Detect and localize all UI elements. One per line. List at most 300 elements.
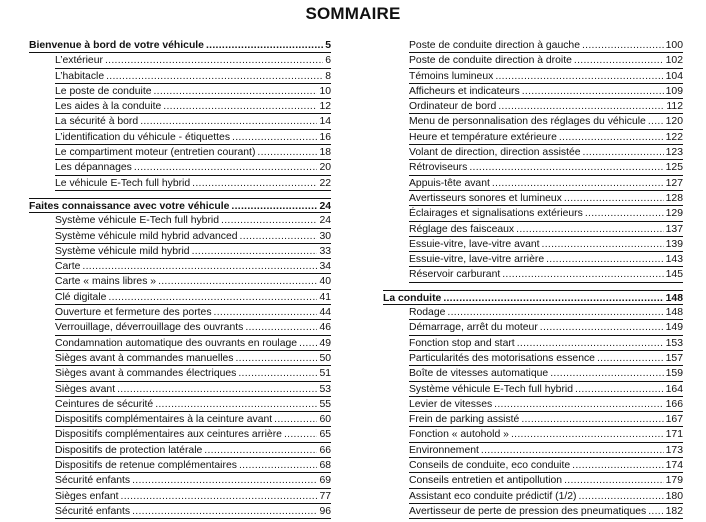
toc-entry-label: Dispositifs de retenue complémentaires (55, 460, 237, 472)
toc-entry[interactable] (29, 160, 331, 175)
toc-entry-label: Sécurité enfants (55, 475, 131, 487)
toc-entry[interactable] (29, 244, 331, 259)
toc-entry-rule (409, 145, 683, 160)
dot-leader (546, 252, 664, 267)
toc-page-number: 34 (319, 261, 331, 273)
toc-entry-rule (55, 176, 331, 191)
section-spacer (383, 283, 683, 290)
toc-page-number: 33 (319, 245, 331, 257)
toc-entry-rule (409, 504, 683, 519)
toc-page-number: 174 (665, 460, 683, 472)
toc-entry-rule (409, 222, 683, 237)
dot-leader (521, 412, 663, 427)
toc-entry-rule (409, 176, 683, 191)
toc-entry[interactable] (29, 305, 331, 320)
toc-entry-rule (55, 504, 331, 519)
toc-entry-label: Éclairages et signalisations extérieurs (409, 208, 583, 220)
dot-leader (522, 84, 664, 99)
toc-entry-label: Menu de personnalisation des réglages du véhicule (409, 116, 646, 128)
dot-leader (238, 366, 317, 381)
toc-page-number: 51 (319, 368, 331, 380)
toc-entry[interactable] (383, 397, 683, 412)
toc-page-number: 5 (325, 40, 331, 51)
dot-leader (235, 351, 317, 366)
toc-section-heading[interactable] (29, 198, 331, 213)
dot-leader (559, 130, 664, 145)
toc-entry-label: Essuie-vitre, lave-vitre avant (409, 238, 540, 250)
dot-leader (245, 320, 317, 335)
toc-entry-label: Le compartiment moteur (entretien courant) (55, 147, 256, 159)
toc-entry-label: Rétroviseurs (409, 162, 468, 174)
dot-leader (579, 489, 664, 504)
toc-page-number: 149 (665, 322, 683, 334)
toc-entry-label: Système véhicule E-Tech full hybrid (409, 383, 574, 395)
toc-entry-rule (383, 290, 683, 305)
toc-page-number: 18 (319, 147, 331, 159)
toc-page-number: 30 (319, 230, 331, 242)
dot-leader (231, 199, 317, 214)
toc-entry[interactable] (383, 267, 683, 282)
toc-entry[interactable] (383, 191, 683, 206)
dot-leader (495, 69, 663, 84)
dot-leader (117, 382, 317, 397)
toc-entry-label: Ceintures de sécurité (55, 398, 154, 410)
toc-entry[interactable] (383, 145, 683, 160)
toc-entry-label: Verrouillage, déverrouillage des ouvrants (55, 322, 244, 334)
dot-leader (540, 320, 664, 335)
toc-entry-rule (55, 99, 331, 114)
toc-page-number: 182 (665, 505, 683, 517)
toc-entry[interactable] (383, 53, 683, 68)
toc-entry[interactable] (29, 99, 331, 114)
dot-leader (498, 99, 664, 114)
toc-entry[interactable] (29, 130, 331, 145)
dot-leader (481, 443, 664, 458)
toc-page-number: 50 (319, 352, 331, 364)
toc-entry[interactable] (383, 443, 683, 458)
toc-entry-label: La conduite (383, 292, 442, 304)
dot-leader (502, 267, 663, 282)
toc-entry[interactable] (29, 336, 331, 351)
toc-page-number: 125 (665, 162, 683, 174)
toc-entry[interactable] (383, 160, 683, 175)
toc-entry-label: Bienvenue à bord de votre véhicule (29, 40, 204, 51)
toc-entry-rule (409, 443, 683, 458)
toc-page-number: 120 (665, 116, 683, 128)
toc-entry-rule (55, 458, 331, 473)
toc-entry[interactable] (29, 504, 331, 519)
toc-entry-label: Poste de conduite direction à gauche (409, 40, 580, 51)
dot-leader (132, 504, 317, 519)
toc-entry-rule (55, 145, 331, 160)
toc-entry[interactable] (383, 176, 683, 191)
dot-leader (121, 489, 318, 504)
toc-page-number: 148 (665, 307, 683, 319)
dot-leader (443, 291, 663, 306)
dot-leader (82, 259, 317, 274)
toc-entry[interactable] (29, 427, 331, 442)
toc-entry-rule (55, 320, 331, 335)
toc-entry-label: Le poste de conduite (55, 85, 152, 97)
toc-entry[interactable] (383, 504, 683, 519)
dot-leader (447, 305, 663, 320)
toc-page-number: 148 (665, 292, 683, 304)
toc-entry-rule (55, 274, 331, 289)
toc-entry-label: L’extérieur (55, 55, 103, 67)
toc-entry[interactable] (29, 176, 331, 191)
dot-leader (585, 206, 664, 221)
dot-leader (648, 504, 663, 519)
toc-entry-rule (409, 489, 683, 504)
toc-entry-label: Afficheurs et indicateurs (409, 85, 520, 97)
dot-leader (469, 160, 663, 175)
toc-page-number: 16 (319, 131, 331, 143)
toc-entry[interactable] (383, 69, 683, 84)
toc-entry-rule (409, 366, 683, 381)
toc-page-number: 153 (665, 337, 683, 349)
toc-page-number: 6 (325, 55, 331, 67)
toc-entry-rule (409, 53, 683, 68)
toc-entry-rule (55, 84, 331, 99)
toc-entry[interactable] (29, 145, 331, 160)
toc-page-number: 24 (319, 215, 331, 227)
toc-entry-rule (409, 320, 683, 335)
toc-entry-rule (409, 336, 683, 351)
toc-page-number: 159 (665, 368, 683, 380)
toc-entry-label: Dispositifs de protection latérale (55, 444, 203, 456)
toc-entry[interactable] (29, 213, 331, 228)
toc-entry-label: Conseils entretien et antipollution (409, 475, 563, 487)
toc-entry-label: Avertisseur de perte de pression des pneumatiques (409, 505, 647, 517)
toc-entry[interactable] (29, 489, 331, 504)
toc-entry-label: Faites connaissance avec votre véhicule (29, 200, 230, 212)
toc-entry[interactable] (29, 473, 331, 488)
toc-entry-rule (55, 382, 331, 397)
toc-page-number: 55 (319, 398, 331, 410)
toc-entry-label: Conseils de conduite, eco conduite (409, 460, 571, 472)
toc-entry-rule (409, 382, 683, 397)
toc-page-number: 69 (319, 475, 331, 487)
toc-entry-label: Condamnation automatique des ouvrants en roulage (55, 337, 298, 349)
toc-page-number: 44 (319, 307, 331, 319)
dot-leader (550, 366, 663, 381)
toc-page-number: 112 (666, 101, 683, 113)
toc-entry-label: Carte « mains libres » (55, 276, 157, 288)
toc-entry-rule (409, 69, 683, 84)
dot-leader (163, 99, 317, 114)
page-title: SOMMAIRE (305, 4, 401, 23)
dot-leader (564, 473, 664, 488)
toc-left-column (29, 38, 331, 519)
toc-page-number: 180 (665, 490, 683, 502)
toc-entry-label: Démarrage, arrêt du moteur (409, 322, 538, 334)
toc-page-number: 137 (665, 223, 683, 235)
toc-entry-label: Témoins lumineux (409, 70, 494, 82)
toc-entry-label: Les aides à la conduite (55, 101, 162, 113)
toc-entry[interactable] (383, 237, 683, 252)
toc-page-number: 166 (665, 398, 683, 410)
toc-entry[interactable] (29, 412, 331, 427)
toc-entry-rule (409, 267, 683, 282)
toc-entry-rule (409, 427, 683, 442)
toc-entry[interactable] (383, 412, 683, 427)
toc-entry-rule (55, 244, 331, 259)
toc-page-number: 129 (665, 208, 683, 220)
toc-entry[interactable] (29, 443, 331, 458)
toc-page-number: 123 (665, 147, 683, 159)
dot-leader (517, 336, 664, 351)
toc-entry-label: Levier de vitesses (409, 398, 493, 410)
toc-entry[interactable] (383, 252, 683, 267)
dot-leader (106, 69, 323, 84)
toc-entry[interactable] (383, 84, 683, 99)
toc-entry-rule (409, 191, 683, 206)
toc-entry-rule (409, 397, 683, 412)
toc-entry-label: La sécurité à bord (55, 116, 139, 128)
toc-entry[interactable] (383, 320, 683, 335)
toc-page-number: 167 (665, 414, 683, 426)
toc-entry[interactable] (29, 458, 331, 473)
toc-entry-rule (409, 305, 683, 320)
toc-entry-rule (409, 99, 683, 114)
toc-entry-rule (409, 412, 683, 427)
toc-entry-rule (55, 114, 331, 129)
toc-page-number: 12 (319, 101, 331, 113)
toc-entry-label: Boîte de vitesses automatique (409, 368, 549, 380)
dot-leader (511, 427, 664, 442)
toc-page-number: 10 (319, 85, 331, 97)
dot-leader (572, 458, 663, 473)
toc-entry-rule (55, 259, 331, 274)
toc-section-heading[interactable] (383, 290, 683, 305)
toc-entry-rule (55, 336, 331, 351)
toc-entry-label: Fonction « autohold » (409, 429, 509, 441)
toc-entry[interactable] (383, 336, 683, 351)
toc-entry[interactable] (383, 305, 683, 320)
toc-entry-rule (55, 213, 331, 228)
section-spacer (29, 191, 331, 198)
toc-entry-rule (55, 351, 331, 366)
dot-leader (204, 443, 317, 458)
toc-entry[interactable] (383, 222, 683, 237)
toc-page-number: 100 (665, 40, 683, 51)
toc-entry-label: Heure et température extérieure (409, 131, 557, 143)
toc-page-number: 102 (665, 55, 683, 67)
dot-leader (575, 382, 664, 397)
toc-entry-label: Sièges enfant (55, 490, 119, 502)
dot-leader (155, 397, 317, 412)
toc-page-number: 171 (665, 429, 683, 441)
toc-entry-rule (409, 237, 683, 252)
toc-entry-label: Particularités des motorisations essence (409, 352, 595, 364)
dot-leader (153, 84, 317, 99)
toc-entry-label: Sièges avant (55, 383, 116, 395)
dot-leader (240, 229, 318, 244)
toc-entry-label: Assistant eco conduite prédictif (1/2) (409, 490, 577, 502)
toc-page-number: 41 (319, 291, 331, 303)
toc-entry-rule (409, 458, 683, 473)
toc-entry-label: Les dépannages (55, 162, 132, 174)
toc-entry-label: Le véhicule E-Tech full hybrid (55, 177, 191, 189)
toc-entry-rule (55, 160, 331, 175)
toc-page-number: 109 (665, 85, 683, 97)
toc-entry[interactable] (29, 366, 331, 381)
toc-page-number: 127 (665, 177, 683, 189)
toc-entry[interactable] (29, 274, 331, 289)
toc-entry-label: Carte (55, 261, 81, 273)
toc-page-number: 68 (319, 460, 331, 472)
dot-leader (284, 427, 317, 442)
toc-entry[interactable] (383, 351, 683, 366)
dot-leader (299, 336, 317, 351)
toc-entry-label: L’habitacle (55, 70, 105, 82)
toc-entry-rule (409, 38, 683, 53)
toc-entry-label: Poste de conduite direction à droite (409, 55, 572, 67)
dot-leader (648, 114, 664, 129)
toc-entry-rule (55, 229, 331, 244)
toc-entry[interactable] (29, 351, 331, 366)
toc-entry-label: Fonction stop and start (409, 337, 515, 349)
toc-entry-label: Système véhicule E-Tech full hybrid (55, 215, 220, 227)
toc-entry-label: Volant de direction, direction assistée (409, 147, 581, 159)
toc-entry[interactable] (383, 427, 683, 442)
toc-entry-rule (29, 38, 331, 53)
toc-entry-rule (55, 69, 331, 84)
dot-leader (582, 38, 664, 53)
toc-entry-rule (55, 130, 331, 145)
toc-page-number: 40 (319, 276, 331, 288)
toc-page-number: 49 (319, 337, 331, 349)
dot-leader (232, 130, 317, 145)
toc-page-number: 139 (665, 238, 683, 250)
dot-leader (542, 237, 664, 252)
toc-entry-label: Sécurité enfants (55, 505, 131, 517)
toc-entry[interactable] (29, 53, 331, 68)
toc-entry-label: Réservoir carburant (409, 269, 501, 281)
toc-page-number: 145 (665, 269, 683, 281)
toc-entry[interactable] (29, 229, 331, 244)
toc-entry-label: Rodage (409, 307, 446, 319)
dot-leader (214, 305, 318, 320)
toc-entry[interactable] (29, 382, 331, 397)
toc-page-number: 60 (319, 414, 331, 426)
toc-page-number: 53 (319, 383, 331, 395)
dot-leader (108, 290, 317, 305)
toc-entry-label: Système véhicule mild hybrid (55, 245, 190, 257)
toc-entry-rule (409, 473, 683, 488)
toc-entry-rule (55, 290, 331, 305)
toc-entry-label: Avertisseurs sonores et lumineux (409, 192, 562, 204)
toc-entry-label: Environnement (409, 444, 479, 456)
dot-leader (105, 53, 323, 68)
toc-entry[interactable] (29, 84, 331, 99)
toc-right-column (383, 38, 683, 519)
dot-leader (192, 244, 318, 259)
toc-entry-rule (409, 351, 683, 366)
toc-section-heading[interactable] (29, 38, 331, 53)
dot-leader (134, 160, 318, 175)
toc-entry[interactable] (29, 114, 331, 129)
toc-entry[interactable] (383, 130, 683, 145)
dot-leader (583, 145, 664, 160)
dot-leader (597, 351, 664, 366)
toc-entry[interactable] (383, 38, 683, 53)
toc-entry-label: Frein de parking assisté (409, 414, 520, 426)
toc-page-number: 24 (319, 200, 331, 212)
toc-entry-label: L’identification du véhicule - étiquettes (55, 131, 231, 143)
toc-entry-rule (409, 206, 683, 221)
toc-entry[interactable] (383, 489, 683, 504)
toc-page-number: 157 (665, 352, 683, 364)
toc-entry-rule (409, 160, 683, 175)
toc-entry-label: Réglage des faisceaux (409, 223, 515, 235)
toc-entry-rule (29, 198, 331, 213)
toc-page-number: 122 (665, 131, 683, 143)
toc-page-number: 179 (665, 475, 683, 487)
toc-entry-rule (55, 412, 331, 427)
toc-entry[interactable] (29, 69, 331, 84)
dot-leader (206, 38, 323, 53)
dot-leader (132, 473, 317, 488)
toc-page-number: 173 (665, 444, 683, 456)
toc-entry-label: Essuie-vitre, lave-vitre arrière (409, 254, 545, 266)
dot-leader (564, 191, 664, 206)
dot-leader (574, 53, 664, 68)
toc-entry-rule (55, 443, 331, 458)
toc-page-number: 128 (665, 192, 683, 204)
dot-leader (516, 222, 664, 237)
toc-entry[interactable] (383, 114, 683, 129)
toc-entry[interactable] (383, 382, 683, 397)
toc-entry[interactable] (383, 206, 683, 221)
toc-entry-label: Clé digitale (55, 291, 107, 303)
dot-leader (257, 145, 317, 160)
toc-page-number: 104 (665, 70, 683, 82)
toc-page-number: 143 (665, 254, 683, 266)
toc-page-number: 96 (319, 505, 331, 517)
toc-entry-rule (55, 427, 331, 442)
dot-leader (494, 397, 663, 412)
toc-entry[interactable] (383, 473, 683, 488)
toc-entry[interactable] (29, 397, 331, 412)
toc-entry[interactable] (29, 290, 331, 305)
toc-entry-rule (409, 252, 683, 267)
toc-entry-label: Appuis-tête avant (409, 177, 490, 189)
toc-entry[interactable] (29, 259, 331, 274)
dot-leader (140, 114, 317, 129)
toc-page-number: 77 (319, 490, 331, 502)
toc-page-number: 46 (319, 322, 331, 334)
toc-entry-rule (409, 114, 683, 129)
dot-leader (492, 176, 664, 191)
toc-entry-label: Ouverture et fermeture des portes (55, 307, 212, 319)
toc-entry-label: Dispositifs complémentaires à la ceinture avant (55, 414, 273, 426)
dot-leader (192, 176, 317, 191)
toc-entry[interactable] (383, 366, 683, 381)
toc-page-number: 14 (319, 116, 331, 128)
toc-page-number: 66 (319, 444, 331, 456)
toc-entry[interactable] (383, 99, 683, 114)
toc-entry[interactable] (29, 320, 331, 335)
toc-entry-rule (55, 53, 331, 68)
dot-leader (274, 412, 317, 427)
toc-entry-label: Sièges avant à commandes électriques (55, 368, 237, 380)
toc-entry-label: Dispositifs complémentaires aux ceintures arrière (55, 429, 282, 441)
toc-entry-rule (55, 397, 331, 412)
toc-entry-label: Sièges avant à commandes manuelles (55, 352, 234, 364)
toc-page-number: 20 (319, 162, 331, 174)
toc-entry[interactable] (383, 458, 683, 473)
